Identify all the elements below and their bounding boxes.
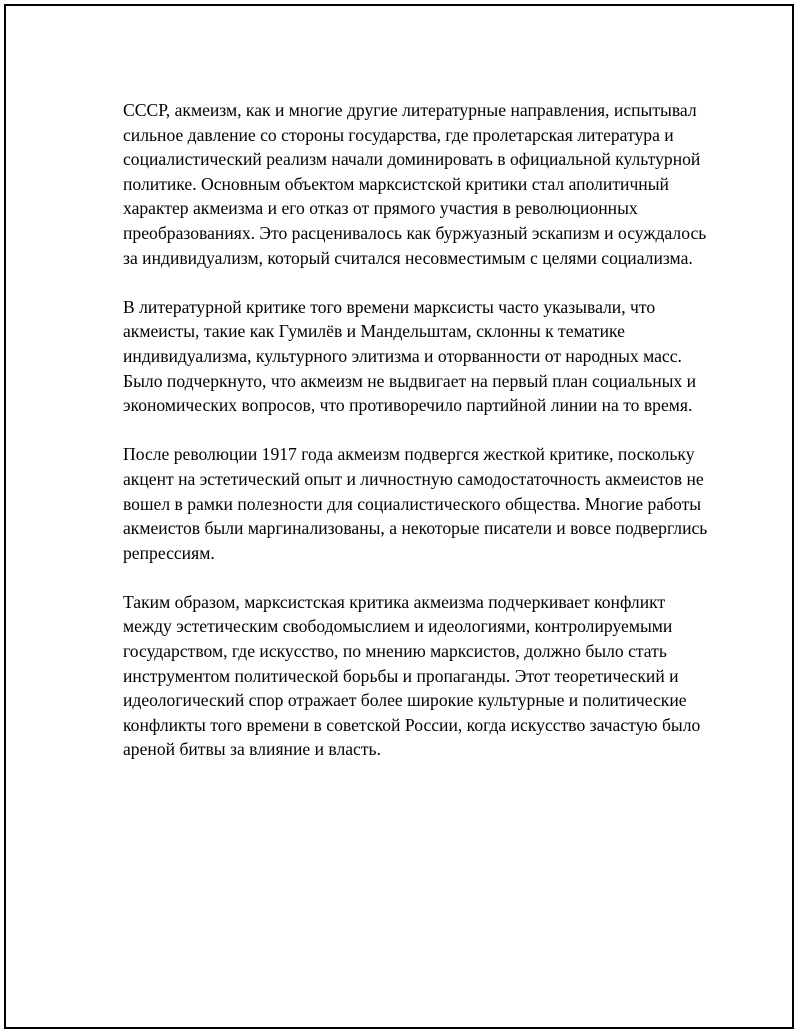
paragraph-3: После революции 1917 года акмеизм подвергся жесткой критике, поскольку акцент на эстетический опыт и личностную самодостаточность акмеистов не вошел в рамки полезности для социалистического общества. Многие работы акмеистов были маргинализованы, а некоторые писатели и вовсе подверглись репрессиям. xyxy=(123,444,708,563)
page-frame xyxy=(4,4,794,1029)
paragraph-1: СССР, акмеизм, как и многие другие литературные направления, испытывал сильное давление со стороны государства, где пролетарская литература и социалистический реализм начали доминировать в официальной культурной политике. Основным объектом марксистской критики стал аполитичный характер акмеизма и его отказ от прямого участия в революционных преобразованиях. Это расценивалось как буржуазный эскапизм и осуждалось за индивидуализм, который считался несовместимым с целями социализма. xyxy=(123,100,707,268)
paragraph-4: Таким образом, марксистская критика акмеизма подчеркивает конфликт между эстетическим свободомыслием и идеологиями, контролируемыми государством, где искусство, по мнению марксистов, должно было стать инструментом политической борьбы и пропаганды. Этот теоретический и идеологический спор отражает более широкие культурные и политические конфликты того времени в советской России, когда искусство зачастую было ареной битвы за влияние и власть. xyxy=(123,591,701,760)
paragraph-2: В литературной критике того времени марксисты часто указывали, что акмеисты, такие как Гумилёв и Мандельштам, склонны к тематике индивидуализма, культурного элитизма и оторванности от народных масс. Было подчеркнуто, что акмеизм не выдвигает на первый план социальных и экономических вопросов, что противоречило партийной линии на то время. xyxy=(123,296,697,416)
document-body xyxy=(123,98,713,787)
